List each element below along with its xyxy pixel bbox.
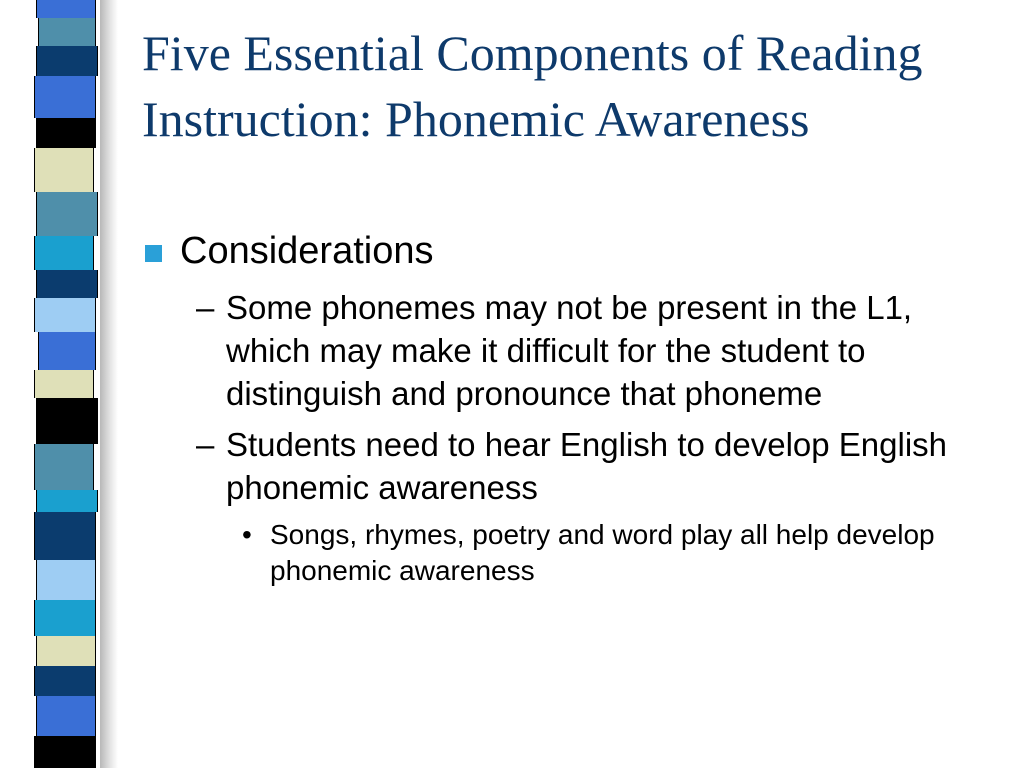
bullet-text: Considerations (180, 230, 434, 272)
dot-marker: • (242, 519, 252, 550)
stripe-block (34, 666, 96, 696)
sub-bullet-text: Some phonemes may not be present in the L1, which may make it difficult for the student to distinguish and pronounce that phoneme (226, 289, 913, 412)
stripe-block (36, 490, 98, 512)
sub-sub-bullet-text: Songs, rhymes, poetry and word play all help develop phonemic awareness (270, 519, 935, 586)
stripe-block (36, 270, 98, 298)
stripe-block (38, 332, 96, 370)
stripe-block (34, 298, 96, 332)
stripe-block (36, 636, 96, 666)
stripe-block (34, 370, 94, 398)
decorative-stripe (34, 0, 102, 768)
bullet-level-1 (142, 226, 1002, 276)
stripe-block (34, 512, 96, 560)
square-bullet-icon (145, 245, 162, 262)
stripe-block (36, 696, 96, 736)
stripe-block (34, 444, 94, 490)
stripe-block (36, 398, 98, 444)
stripe-block (36, 46, 98, 76)
stripe-block (34, 600, 96, 636)
stripe-block (34, 76, 96, 118)
dash-marker: – (196, 426, 215, 463)
sub-sub-bullet (142, 517, 1002, 589)
stripe-block (36, 118, 96, 148)
sub-bullet (142, 423, 1002, 509)
slide-body (142, 226, 1002, 589)
stripe-block (36, 0, 96, 18)
stripe-block (34, 736, 96, 768)
sub-bullet (142, 286, 1002, 415)
stripe-block (34, 148, 94, 192)
sub-bullet-text: Students need to hear English to develop English phonemic awareness (226, 426, 948, 506)
stripe-block (34, 236, 94, 270)
stripe-block (36, 560, 96, 600)
stripe-block (38, 18, 96, 46)
stripe-shadow (100, 0, 118, 768)
slide-title: Five Essential Components of Reading Instruction: Phonemic Awareness (142, 25, 923, 147)
dash-marker: – (196, 289, 215, 326)
stripe-block (36, 192, 98, 236)
